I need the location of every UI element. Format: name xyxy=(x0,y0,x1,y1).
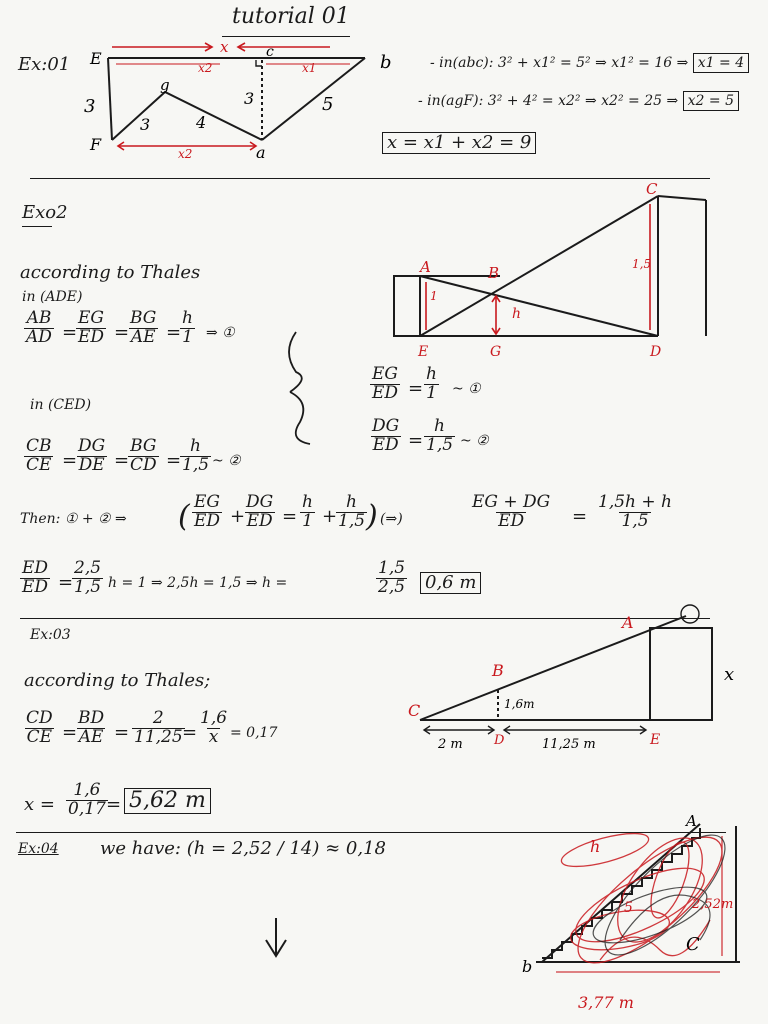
ex2-r1-f1: $\frac{EG}{ED}$ xyxy=(372,364,399,403)
ex3-label-1125: 11,25 m xyxy=(542,737,596,752)
ex2-then-f1: $\frac{EG}{ED}$ xyxy=(194,492,221,531)
ex3-label-2m: 2 m xyxy=(438,737,463,752)
ex1-label-x1: x1 xyxy=(302,61,317,75)
ex3-x-result: 5,62 m xyxy=(124,788,211,814)
ex3-point-a: A xyxy=(622,613,634,632)
ex3-label-x: x xyxy=(724,664,735,685)
ex2-eq2-f1: $\frac{CB}{CE}$ xyxy=(26,436,52,475)
ex2-eq1-f3: $\frac{BG}{AE}$ xyxy=(130,308,157,347)
ex2-eq1-f1: $\frac{AB}{AD}$ xyxy=(26,308,52,347)
ex2-then-label: Then: ① + ② ⇒ xyxy=(20,511,127,527)
ex2-then-f4: $\frac{h}{1,5}$ xyxy=(338,492,366,531)
ex3-eq-f3: $\frac{2}{11,25}$ xyxy=(134,708,183,747)
ex1-point-g: g xyxy=(160,76,170,94)
ex1-point-c: c xyxy=(266,44,274,60)
ex2-r2-f2: $\frac{h}{1,5}$ xyxy=(426,416,454,455)
ex1-point-e: E xyxy=(90,49,102,68)
handwritten-tutorial-page: tutorial 01 Ex:01 E b F a g c x x2 x1 x2 3 3 4 3 5 - in(abc): 3² + x1² = 5² ⇒ x1² = 16 ⇒ x1 = 4 - in(agF): 3² + 4² = x2² ⇒ x2² = 25 ⇒ x2 = 5 x = x1 + x2 = 9 Exo2 A B C E G D h 1 1,5 according to Thales in (ADE) $\frac{AB}{AD}$ = $\frac{EG}{ED}$ = $\frac{BG}{AE}$ = $\frac{h}{1}$ ⇒ ① in (CED) $\frac{CB}{CE}$ = $\frac{DG}{DE}$ = $\frac{BG}{CD}$ = $\frac{h}{1,5}$ ~ ② $\frac{EG}{ED}$ = $\frac{h}{1}$ ~ ① $\frac{DG}{ED}$ = $\frac{h}{1,5}$ ~ ② Then: ① + ② ⇒ ( $\frac{EG}{ED}$ + $\frac{DG}{ED}$ = $\frac{h}{1}$ + $\frac{h}{1,5}$ ) (⇒) $\frac{EG + DG}{ED}$ = $\frac{1,5h + h}{1,5}$ $\frac{ED}{ED}$ = $\frac{2,5}{1,5}$ h = 1 ⇒ 2,5h = 1,5 ⇒ h = $\frac{1,5}{2,5}$ 0,6 m Ex:03 according to Thales; $\frac{CD}{CE}$ = $\frac{BD}{AE}$ = $\frac{2}{11,25}$ = $\frac{1,6}{x}$ = 0,17 x = $\frac{1,6}{0,17}$ = 5,62 m A B C D E x 1,6m 2 m 11,25 m Ex:04 we have: (h = 2,52 / 14) ≈ 0,18 A b C h 5 2,52m 3,77 m xyxy=(0,0,768,1024)
ex1-line1: - in(abc): 3² + x1² = 5² ⇒ x1² = 16 ⇒ x1 = 4 xyxy=(430,56,749,70)
ex4-label: Ex:04 xyxy=(18,841,59,857)
ex3-point-d: D xyxy=(494,733,505,748)
ex2-final-f3: $\frac{1,5}{2,5}$ xyxy=(378,558,406,597)
ex2-then-f6: $\frac{1,5h + h}{1,5}$ xyxy=(598,492,672,531)
ex1-len-ef: 3 xyxy=(84,96,96,117)
ex3-point-c: C xyxy=(408,701,421,720)
ex2-point-e: E xyxy=(418,344,429,360)
ex2-label-h: h xyxy=(512,306,522,322)
ex3-eq-f1: $\frac{CD}{CE}$ xyxy=(26,708,53,747)
ex1-total: x = x1 + x2 = 9 xyxy=(382,132,536,154)
ex3-eq-f2: $\frac{BD}{AE}$ xyxy=(78,708,105,747)
ex2-point-g: G xyxy=(490,344,502,360)
ex2-r1-f2: $\frac{h}{1}$ xyxy=(426,364,437,403)
ex1-len-fg: 3 xyxy=(140,115,151,134)
ex3-point-e: E xyxy=(650,732,661,748)
ex4-point-a: A xyxy=(686,812,697,830)
ex3-eq-f4: $\frac{1,6}{x}$ xyxy=(200,708,228,747)
ex4-point-c: C xyxy=(686,934,700,955)
ex2-eq2-f4: $\frac{h}{1,5}$ xyxy=(182,436,210,475)
ex2-eq2-f2: $\frac{DG}{DE}$ xyxy=(78,436,106,475)
ex2-final-result: 0,6 m xyxy=(420,572,481,594)
ex1-label-x2-top: x2 xyxy=(198,61,213,75)
continue-arrow-icon xyxy=(266,918,286,956)
ex1-result-x2: x2 = 5 xyxy=(683,91,739,111)
ex2-then-f5: $\frac{EG + DG}{ED}$ xyxy=(472,492,551,531)
page-title: tutorial 01 xyxy=(232,4,350,29)
ex2-r2-f1: $\frac{DG}{ED}$ xyxy=(372,416,400,455)
ex2-point-a: A xyxy=(420,258,431,276)
ex2-then-mid: (⇒) xyxy=(380,511,403,527)
ex4-label-5: 5 xyxy=(624,900,633,916)
ex2-final-f1: $\frac{ED}{ED}$ xyxy=(22,558,49,597)
ex2-then-f3: $\frac{h}{1}$ xyxy=(302,492,313,531)
ex3-point-b: B xyxy=(492,661,504,680)
ex2-final-rest: h = 1 ⇒ 2,5h = 1,5 ⇒ h = xyxy=(108,575,288,591)
ex4-label-377: 3,77 m xyxy=(578,993,634,1012)
ex3-label: Ex:03 xyxy=(30,627,71,643)
ex1-label: Ex:01 xyxy=(18,54,71,75)
ex1-label-x: x xyxy=(220,38,229,56)
ex3-label-16: 1,6m xyxy=(504,697,535,711)
ex2-tri1: in (ADE) xyxy=(22,289,83,305)
ex2-label-1: 1 xyxy=(430,289,438,303)
ex2-final-f2: $\frac{2,5}{1,5}$ xyxy=(74,558,102,597)
ex2-r1-tag: ~ ① xyxy=(452,381,481,397)
ex1-point-f: F xyxy=(90,135,102,154)
ex1-result-x1: x1 = 4 xyxy=(693,53,749,73)
ex1-line2: - in(agF): 3² + 4² = x2² ⇒ x2² = 25 ⇒ x2 = 5 xyxy=(418,94,739,108)
ex2-point-b: B xyxy=(488,264,500,282)
ex3-eq-result: = 0,17 xyxy=(230,725,278,741)
ex2-then-f2: $\frac{DG}{ED}$ xyxy=(246,492,274,531)
ex3-x-frac: $\frac{1,6}{0,17}$ xyxy=(68,780,106,819)
ex4-point-b: b xyxy=(522,957,533,976)
ex2-tri2: in (CED) xyxy=(30,397,92,413)
ex2-intro: according to Thales xyxy=(20,262,201,283)
ex1-point-a: a xyxy=(256,143,266,162)
ex2-eq1-f4: $\frac{h}{1}$ xyxy=(182,308,193,347)
ex1-len-ab: 5 xyxy=(322,94,334,115)
ex4-label-252: 2,52m xyxy=(692,897,734,912)
ex2-eq2-tag: ~ ② xyxy=(212,453,241,469)
ex2-point-c: C xyxy=(646,180,658,198)
ex3-x-label: x = xyxy=(24,794,55,815)
ex1-point-b: b xyxy=(380,52,392,73)
ex1-len-ca: 3 xyxy=(244,89,255,108)
ex2-eq2-f3: $\frac{BG}{CD}$ xyxy=(130,436,157,475)
ex2-point-d: D xyxy=(650,344,662,360)
ex4-label-h: h xyxy=(590,837,601,856)
ex1-label-x2-bottom: x2 xyxy=(178,147,193,161)
ex2-label-15: 1,5 xyxy=(632,257,652,271)
ex2-eq1-tag: ⇒ ① xyxy=(206,325,235,341)
ex3-intro: according to Thales; xyxy=(24,670,211,691)
ex1-len-ga: 4 xyxy=(196,113,207,132)
ex2-eq1-f2: $\frac{EG}{ED}$ xyxy=(78,308,105,347)
ex2-r2-tag: ~ ② xyxy=(460,433,489,449)
ex4-text: we have: (h = 2,52 / 14) ≈ 0,18 xyxy=(100,838,386,859)
ex2-label: Exo2 xyxy=(22,202,68,223)
